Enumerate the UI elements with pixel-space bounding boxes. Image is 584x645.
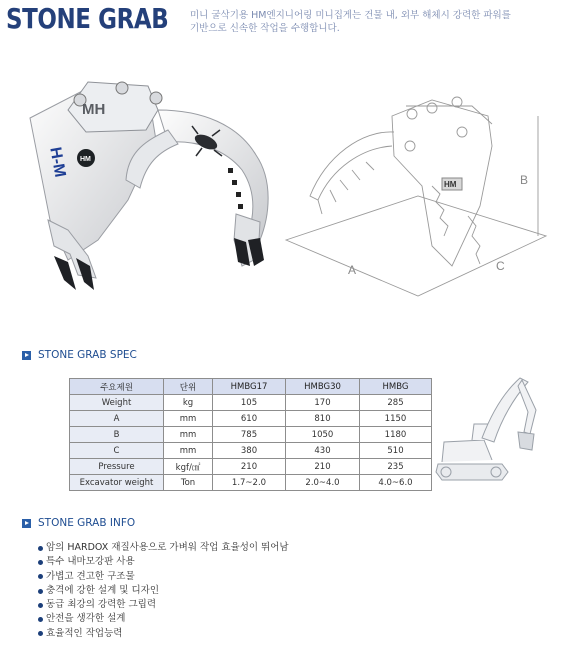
bullet-icon — [38, 574, 43, 579]
table-cell: 4.0~6.0 — [360, 475, 432, 491]
table-cell: 610 — [213, 411, 286, 427]
row-label: B — [70, 427, 164, 443]
row-label: Excavator weight — [70, 475, 164, 491]
svg-text:H-M: H-M — [46, 145, 69, 179]
info-heading-text: STONE GRAB INFO — [38, 517, 136, 529]
table-cell: 510 — [360, 443, 432, 459]
table-cell: kgf/㎠ — [164, 459, 213, 475]
row-label: A — [70, 411, 164, 427]
bullet-icon — [38, 617, 43, 622]
section-bullet-icon — [22, 519, 31, 528]
info-list — [38, 541, 289, 641]
table-row — [70, 395, 432, 411]
table-cell: 1.7~2.0 — [213, 475, 286, 491]
table-row — [70, 443, 432, 459]
list-item: 충격에 강한 설계 및 디자인 — [38, 584, 289, 598]
table-cell: 380 — [213, 443, 286, 459]
dimension-label-a: A — [348, 263, 357, 277]
row-label: Weight — [70, 395, 164, 411]
dimension-label-b: B — [520, 173, 529, 187]
excavator-illustration — [432, 372, 550, 492]
bullet-icon — [38, 631, 43, 636]
table-cell: 170 — [286, 395, 360, 411]
intro-text — [190, 9, 570, 35]
page-title: STONE GRAB — [6, 2, 169, 35]
diagram-hm-logo: HM — [444, 180, 457, 189]
col-header: HMBG — [360, 379, 432, 395]
table-row — [70, 459, 432, 475]
table-cell: 1050 — [286, 427, 360, 443]
list-item: 암의 HARDOX 재질사용으로 가벼워 작업 효율성이 뛰어남 — [38, 541, 289, 555]
mh-brand-mark: MH — [82, 101, 106, 118]
list-item: 안전을 생각한 설계 — [38, 612, 289, 626]
table-cell: 285 — [360, 395, 432, 411]
table-cell: 1150 — [360, 411, 432, 427]
section-bullet-icon — [22, 351, 31, 360]
col-header: HMBG17 — [213, 379, 286, 395]
col-header: 단위 — [164, 379, 213, 395]
dimension-label-c: C — [496, 259, 505, 273]
table-row — [70, 427, 432, 443]
list-item: 특수 내마모강판 사용 — [38, 555, 289, 569]
table-cell: 785 — [213, 427, 286, 443]
table-cell: mm — [164, 427, 213, 443]
spec-heading-text: STONE GRAB SPEC — [38, 349, 137, 361]
list-item: 동급 최강의 강력한 그립력 — [38, 598, 289, 612]
spec-header-row — [70, 379, 432, 395]
row-label: C — [70, 443, 164, 459]
bullet-icon — [38, 546, 43, 551]
table-cell: Ton — [164, 475, 213, 491]
dimension-diagram — [282, 86, 578, 314]
intro-line-1: 미니 굴삭기용 HM엔지니어링 미니집게는 건물 내, 외부 해체시 강력한 파워를 — [190, 10, 511, 21]
stone-grab-photo — [28, 70, 288, 310]
info-heading — [22, 517, 135, 529]
list-item: 효율적인 작업능력 — [38, 627, 289, 641]
table-row — [70, 475, 432, 491]
table-cell: 210 — [286, 459, 360, 475]
bullet-icon — [38, 560, 43, 565]
spec-heading — [22, 349, 137, 361]
table-cell: 1180 — [360, 427, 432, 443]
bullet-icon — [38, 603, 43, 608]
table-cell: kg — [164, 395, 213, 411]
table-cell: 235 — [360, 459, 432, 475]
table-cell: 810 — [286, 411, 360, 427]
hm-logo: HM — [80, 156, 91, 163]
table-cell: 105 — [213, 395, 286, 411]
col-header: 주요제원 — [70, 379, 164, 395]
table-row — [70, 411, 432, 427]
col-header: HMBG30 — [286, 379, 360, 395]
table-cell: 430 — [286, 443, 360, 459]
bullet-icon — [38, 589, 43, 594]
intro-line-2: 기반으로 신속한 작업을 수행합니다. — [190, 23, 340, 34]
list-item: 가볍고 견고한 구조물 — [38, 570, 289, 584]
row-label: Pressure — [70, 459, 164, 475]
table-cell: mm — [164, 411, 213, 427]
spec-table — [69, 378, 432, 491]
table-cell: mm — [164, 443, 213, 459]
table-cell: 2.0~4.0 — [286, 475, 360, 491]
table-cell: 210 — [213, 459, 286, 475]
